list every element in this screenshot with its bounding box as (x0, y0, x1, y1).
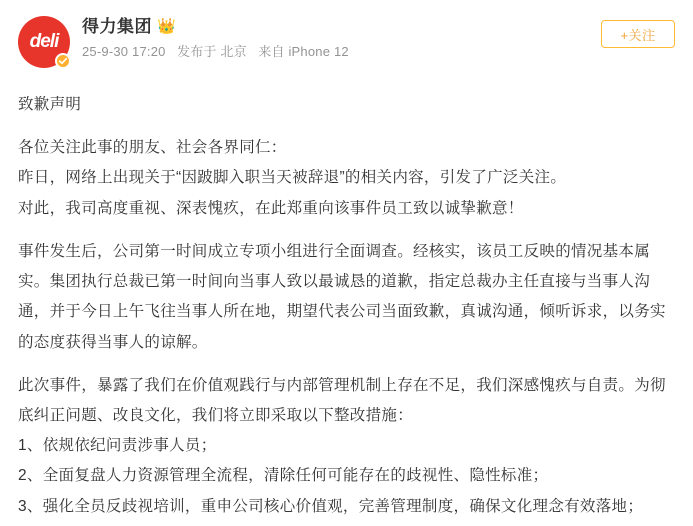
content-para1-line3: 对此，我司高度重视、深表愧疚，在此郑重向该事件员工致以诚挚歉意！ (18, 199, 524, 217)
content-spacer (18, 224, 675, 237)
content-title: 致歉声明 (18, 96, 82, 113)
content-item-3: 3、强化全员反歧视培训，重申公司核心价值观，完善管理制度，确保文化理念有效落地； (18, 497, 644, 515)
content-para3: 此次事件，暴露了我们在价值观践行与内部管理机制上存在不足，我们深感愧疚与自责。为彻底纠正问题、改良文化，我们将立即采取以下整改措施： (18, 376, 666, 424)
crown-icon: 👑 (157, 18, 176, 35)
user-nickname[interactable]: 得力集团 (82, 17, 152, 36)
avatar[interactable] (18, 16, 70, 68)
content-item-2: 2、全面复盘人力资源管理全流程，清除任何可能存在的歧视性、隐性标准； (18, 467, 549, 485)
name-row (82, 18, 675, 35)
post-header (18, 16, 675, 68)
content-item-1: 1、依规依纪问责涉事人员； (18, 437, 217, 455)
post-device: 来自 iPhone 12 (258, 44, 349, 59)
post-header-main (82, 16, 675, 61)
content-spacer (18, 120, 675, 133)
post-time: 25-9-30 17:20 (82, 44, 166, 59)
content-para1-line1: 各位关注此事的朋友、社会各界同仁： (18, 139, 287, 157)
content-para1-line2: 昨日，网络上出现关于“因跛脚入职当天被辞退”的相关内容，引发了广泛关注。 (18, 169, 567, 187)
follow-button[interactable]: +关注 (601, 20, 675, 48)
content-spacer (18, 358, 675, 371)
avatar-brand-text: deli (29, 31, 59, 52)
content-para2: 事件发生后，公司第一时间成立专项小组进行全面调查。经核实，该员工反映的情况基本属实。集团执行总裁已第一时间向当事人致以最诚恳的道歉，指定总裁办主任直接与当事人沟通，并于今日上午飞往当事人所在地，期望代表公司当面致歉，真诚沟通，倾听诉求，以务实的态度获得当事人的谅解。 (18, 242, 666, 351)
post-location: 发布于 北京 (177, 44, 247, 59)
verified-badge-icon (55, 53, 71, 69)
post-content (18, 90, 675, 522)
post-meta (82, 44, 675, 61)
